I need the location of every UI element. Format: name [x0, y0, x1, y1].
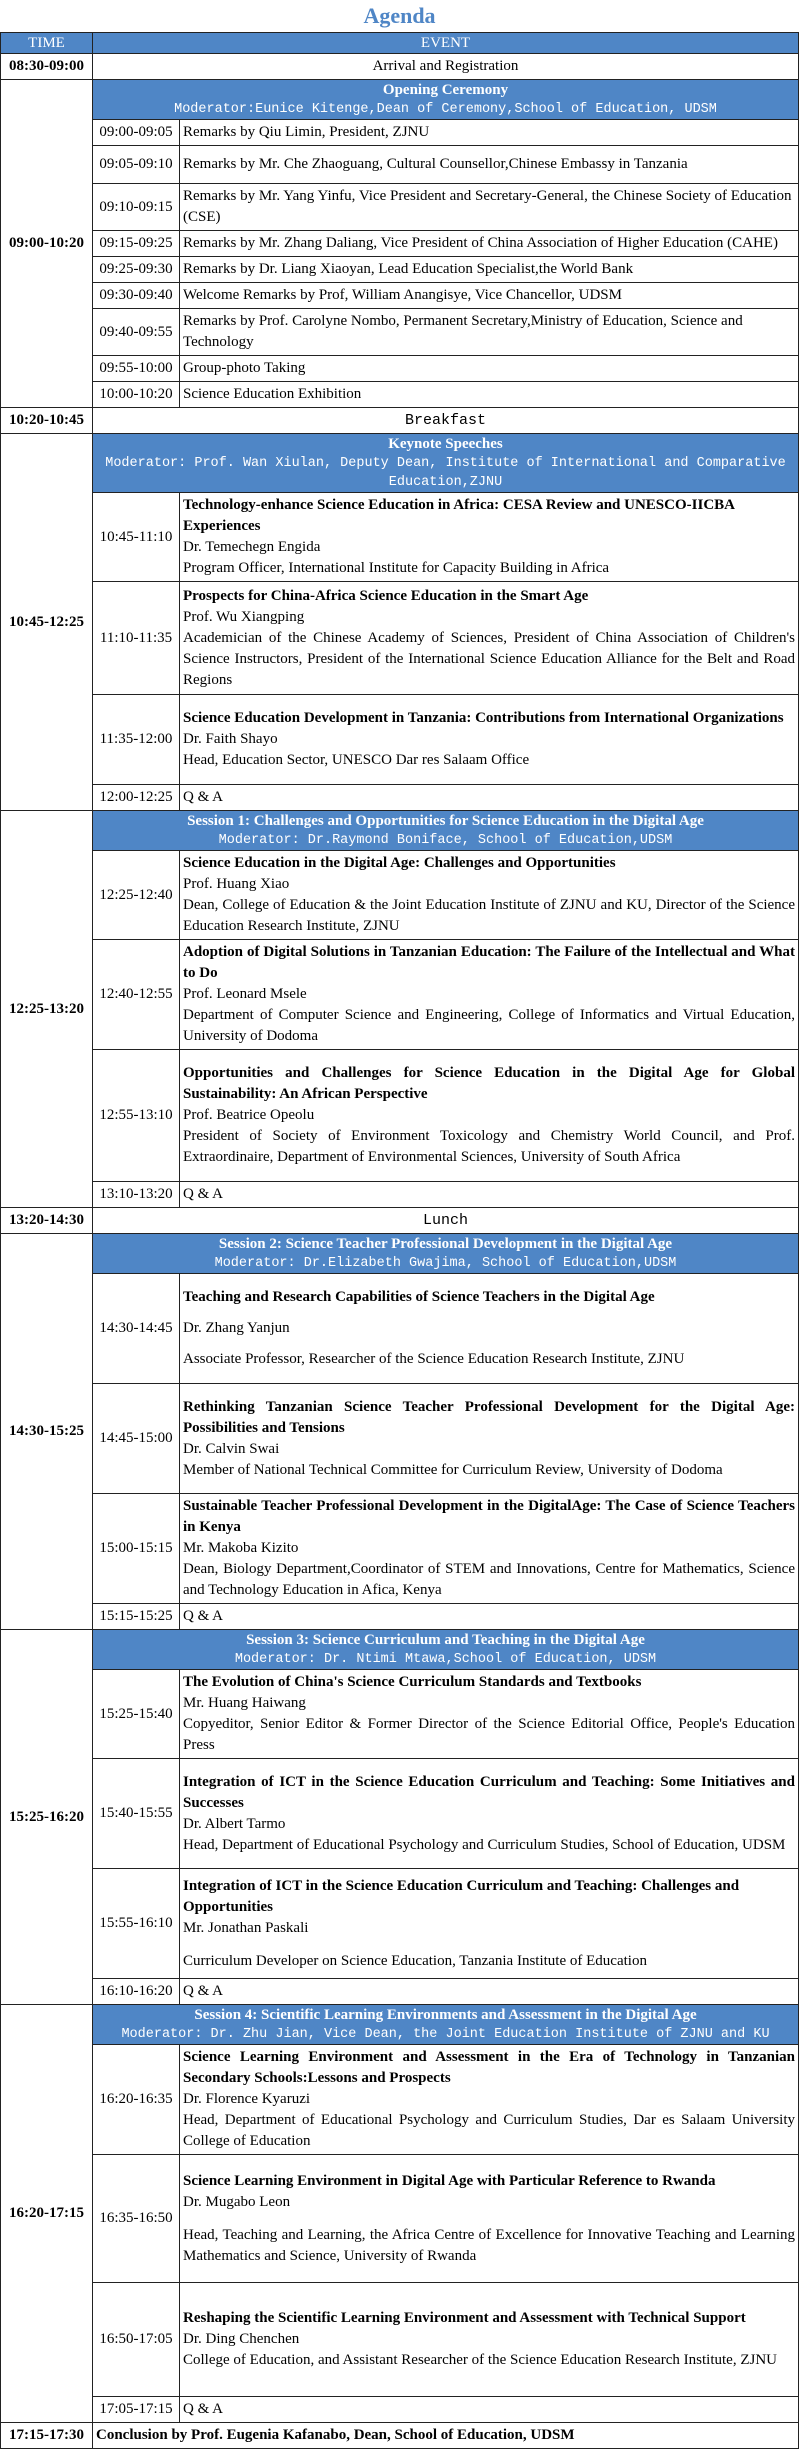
- keynote-title: Keynote Speeches: [388, 436, 503, 452]
- item-time: 09:10-09:15: [93, 184, 180, 231]
- talk-cell: [180, 940, 799, 1050]
- arrival-row: [1, 54, 799, 80]
- talk-cell: [180, 1759, 799, 1869]
- talk-affil: College of Education, and Assistant Researcher of the Science Education Research Institute, ZJNU: [183, 2352, 777, 2368]
- table-header: [1, 33, 799, 54]
- talk-affil: Curriculum Developer on Science Education, Tanzania Institute of Education: [183, 1952, 647, 1969]
- talk-cell: [180, 695, 799, 785]
- talk-speaker: Dr. Mugabo Leon: [183, 2193, 291, 2210]
- talk-affil: Dean, College of Education & the Joint Education Institute of ZJNU and KU, Director of the Science Education Research Institute, ZJNU: [183, 897, 795, 934]
- talk-affil: Program Officer, International Institute for Capacity Building in Africa: [183, 560, 610, 576]
- talk-speaker: Mr. Makoba Kizito: [183, 1540, 299, 1556]
- talk-time: 11:35-12:00: [93, 695, 180, 785]
- talk-time: 16:20-16:35: [93, 2045, 180, 2155]
- talk-time: 12:25-12:40: [93, 851, 180, 940]
- agenda-table: [0, 32, 799, 2449]
- item-time: 09:00-09:05: [93, 120, 180, 146]
- table-row: [1, 146, 799, 184]
- talk-title: Technology-enhance Science Education in Africa: CESA Review and UNESCO-IICBA Experiences: [183, 497, 735, 534]
- qa-time: 16:10-16:20: [93, 1979, 180, 2005]
- table-row: [1, 1604, 799, 1630]
- table-row: [1, 120, 799, 146]
- session4-block-time: 16:20-17:15: [1, 2005, 93, 2423]
- session2-moderator: Moderator: Dr.Elizabeth Gwajima, School of Education,UDSM: [214, 1256, 677, 1271]
- table-row: [1, 1384, 799, 1494]
- table-row: [1, 785, 799, 811]
- session2-block-time: 14:30-15:25: [1, 1234, 93, 1630]
- talk-time: 15:25-15:40: [93, 1670, 180, 1759]
- opening-header-row: [1, 80, 799, 120]
- talk-time: 12:55-13:10: [93, 1050, 180, 1182]
- item-time: 09:40-09:55: [93, 309, 180, 356]
- talk-cell: [180, 493, 799, 582]
- arrival-event: Arrival and Registration: [93, 54, 799, 80]
- talk-time: 14:45-15:00: [93, 1384, 180, 1494]
- table-row: [1, 283, 799, 309]
- talk-title: Sustainable Teacher Professional Development in the DigitalAge: The Case of Science Teachers in Kenya: [183, 1498, 795, 1535]
- talk-title: Science Learning Environment in Digital Age with Particular Reference to Rwanda: [183, 2172, 716, 2189]
- session3-header-row: [1, 1630, 799, 1670]
- item-text: Remarks by Mr. Che Zhaoguang, Cultural Counsellor,Chinese Embassy in Tanzania: [180, 146, 799, 184]
- event-header: EVENT: [93, 33, 799, 54]
- opening-moderator: Moderator:Eunice Kitenge,Dean of Ceremony,School of Education, UDSM: [174, 102, 717, 117]
- talk-affil: Head, Department of Educational Psychology and Curriculum Studies, Dar es Salaam University College of Education: [183, 2112, 795, 2149]
- talk-title: Integration of ICT in the Science Education Curriculum and Teaching: Some Initiatives and Successes: [183, 1773, 795, 1811]
- session1-block-time: 12:25-13:20: [1, 811, 93, 1208]
- table-row: [1, 257, 799, 283]
- qa-text: Q & A: [180, 785, 799, 811]
- talk-title: Opportunities and Challenges for Science Education in the Digital Age for Global Sustainability: An African Perspective: [183, 1065, 795, 1102]
- breakfast-row: [1, 408, 799, 434]
- talk-title: Science Learning Environment and Assessment in the Era of Technology in Tanzanian Secondary Schools:Lessons and Prospects: [183, 2049, 795, 2086]
- table-row: [1, 2155, 799, 2283]
- table-row: [1, 851, 799, 940]
- item-text: Remarks by Qiu Limin, President, ZJNU: [180, 120, 799, 146]
- lunch-time: 13:20-14:30: [1, 1208, 93, 1234]
- item-time: 09:25-09:30: [93, 257, 180, 283]
- table-row: [1, 1274, 799, 1384]
- item-text: Remarks by Prof. Carolyne Nombo, Permanent Secretary,Ministry of Education, Science and Technology: [180, 309, 799, 356]
- talk-speaker: Dr. Temechegn Engida: [183, 539, 321, 555]
- talk-speaker: Prof. Beatrice Opeolu: [183, 1107, 315, 1123]
- talk-cell: [180, 851, 799, 940]
- talk-speaker: Mr. Huang Haiwang: [183, 1695, 306, 1711]
- table-row: [1, 2397, 799, 2423]
- talk-title: Reshaping the Scientific Learning Environment and Assessment with Technical Support: [183, 2310, 746, 2326]
- table-row: [1, 1979, 799, 2005]
- conclusion-time: 17:15-17:30: [1, 2423, 93, 2449]
- item-time: 09:05-09:10: [93, 146, 180, 184]
- session3-block-time: 15:25-16:20: [1, 1630, 93, 2005]
- table-row: [1, 1050, 799, 1182]
- talk-cell: [180, 1274, 799, 1384]
- talk-title: Science Education Development in Tanzania: Contributions from International Organizations: [183, 710, 784, 726]
- session1-header: [93, 811, 799, 851]
- agenda-title: Agenda: [363, 3, 436, 28]
- talk-speaker: Dr. Calvin Swai: [183, 1440, 280, 1457]
- talk-time: 10:45-11:10: [93, 493, 180, 582]
- talk-cell: [180, 2283, 799, 2397]
- talk-cell: [180, 1869, 799, 1979]
- talk-time: 15:40-15:55: [93, 1759, 180, 1869]
- session1-header-row: [1, 811, 799, 851]
- item-text: Remarks by Mr. Zhang Daliang, Vice President of China Association of Higher Education (CAHE): [180, 231, 799, 257]
- table-row: [1, 231, 799, 257]
- session3-header: [93, 1630, 799, 1670]
- conclusion-event: Conclusion by Prof. Eugenia Kafanabo, Dean, School of Education, UDSM: [93, 2423, 799, 2449]
- talk-affil: Copyeditor, Senior Editor & Former Director of the Science Editorial Office, People's Education Press: [183, 1716, 795, 1753]
- table-row: [1, 382, 799, 408]
- conclusion-row: [1, 2423, 799, 2449]
- opening-title: Opening Ceremony: [382, 82, 509, 98]
- breakfast-event: Breakfast: [93, 408, 799, 434]
- qa-text: Q & A: [180, 1979, 799, 2005]
- qa-time: 17:05-17:15: [93, 2397, 180, 2423]
- item-time: 10:00-10:20: [93, 382, 180, 408]
- session1-title: Session 1: Challenges and Opportunities for Science Education in the Digital Age: [187, 813, 704, 829]
- talk-speaker: Dr. Florence Kyaruzi: [183, 2091, 311, 2107]
- talk-affil: President of Society of Environment Toxicology and Chemistry World Council, and Prof. Extraordinaire, Department of Environmental Sciences, University of South Africa: [183, 1128, 795, 1165]
- talk-speaker: Prof. Huang Xiao: [183, 876, 290, 892]
- talk-time: 15:55-16:10: [93, 1869, 180, 1979]
- table-row: [1, 1869, 799, 1979]
- session2-header: [93, 1234, 799, 1274]
- talk-affil: Head, Department of Educational Psychology and Curriculum Studies, School of Education, UDSM: [183, 1836, 786, 1853]
- talk-cell: [180, 1384, 799, 1494]
- talk-cell: [180, 1050, 799, 1182]
- table-row: [1, 940, 799, 1050]
- talk-title: Rethinking Tanzanian Science Teacher Professional Development for the Digital Age: Possibilities and Tensions: [183, 1398, 795, 1436]
- table-row: [1, 184, 799, 231]
- table-row: [1, 493, 799, 582]
- talk-cell: [180, 1494, 799, 1604]
- talk-affil: Associate Professor, Researcher of the Science Education Research Institute, ZJNU: [183, 1351, 685, 1367]
- talk-affil: Member of National Technical Committee for Curriculum Review, University of Dodoma: [183, 1461, 723, 1478]
- talk-title: Teaching and Research Capabilities of Science Teachers in the Digital Age: [183, 1289, 655, 1305]
- table-row: [1, 2045, 799, 2155]
- item-text: Group-photo Taking: [180, 356, 799, 382]
- opening-block-time: 09:00-10:20: [1, 80, 93, 408]
- talk-speaker: Dr. Albert Tarmo: [183, 1815, 286, 1832]
- session1-moderator: Moderator: Dr.Raymond Boniface, School of Education,UDSM: [218, 833, 673, 848]
- talk-cell: [180, 582, 799, 695]
- lunch-event: Lunch: [93, 1208, 799, 1234]
- talk-time: 16:35-16:50: [93, 2155, 180, 2283]
- table-row: [1, 1670, 799, 1759]
- talk-speaker: Prof. Wu Xiangping: [183, 608, 305, 625]
- qa-time: 15:15-15:25: [93, 1604, 180, 1630]
- table-row: [1, 1759, 799, 1869]
- arrival-time: 08:30-09:00: [1, 54, 93, 80]
- item-time: 09:15-09:25: [93, 231, 180, 257]
- table-row: [1, 356, 799, 382]
- talk-cell: [180, 2155, 799, 2283]
- talk-speaker: Prof. Leonard Msele: [183, 986, 307, 1002]
- talk-affil: Department of Computer Science and Engineering, College of Informatics and Virtual Education, University of Dodoma: [183, 1007, 795, 1044]
- session3-moderator: Moderator: Dr. Ntimi Mtawa,School of Education, UDSM: [234, 1652, 657, 1667]
- session2-header-row: [1, 1234, 799, 1274]
- session2-title: Session 2: Science Teacher Professional Development in the Digital Age: [218, 1236, 673, 1252]
- talk-speaker: Dr. Faith Shayo: [183, 731, 278, 747]
- item-text: Science Education Exhibition: [180, 382, 799, 408]
- talk-cell: [180, 1670, 799, 1759]
- qa-time: 12:00-12:25: [93, 785, 180, 811]
- item-text: Remarks by Dr. Liang Xiaoyan, Lead Education Specialist,the World Bank: [180, 257, 799, 283]
- talk-time: 16:50-17:05: [93, 2283, 180, 2397]
- talk-speaker: Dr. Zhang Yanjun: [183, 1320, 290, 1336]
- talk-title: Integration of ICT in the Science Education Curriculum and Teaching: Challenges and Opportunities: [183, 1877, 740, 1915]
- qa-text: Q & A: [180, 1604, 799, 1630]
- opening-session-header: [93, 80, 799, 120]
- talk-time: 11:10-11:35: [93, 582, 180, 695]
- qa-text: Q & A: [180, 2397, 799, 2423]
- item-time: 09:30-09:40: [93, 283, 180, 309]
- talk-time: 12:40-12:55: [93, 940, 180, 1050]
- table-row: [1, 582, 799, 695]
- talk-title: Science Education in the Digital Age: Challenges and Opportunities: [183, 855, 616, 871]
- talk-cell: [180, 2045, 799, 2155]
- item-text: Remarks by Mr. Yang Yinfu, Vice President and Secretary-General, the Chinese Society of Education (CSE): [180, 184, 799, 231]
- talk-speaker: Dr. Ding Chenchen: [183, 2331, 300, 2347]
- item-text: Welcome Remarks by Prof, William Anangisye, Vice Chancellor, UDSM: [180, 283, 799, 309]
- lunch-row: [1, 1208, 799, 1234]
- table-row: [1, 2283, 799, 2397]
- breakfast-time: 10:20-10:45: [1, 408, 93, 434]
- keynote-session-header: [93, 434, 799, 493]
- talk-affil: Dean, Biology Department,Coordinator of STEM and Innovations, Centre for Mathematics, Science and Technology Education in Afica, Kenya: [183, 1561, 795, 1598]
- talk-time: 14:30-14:45: [93, 1274, 180, 1384]
- talk-affil: Academician of the Chinese Academy of Sciences, President of China Association of Children's Science Instructors, President of the International Science Education Alliance for the Belt and Road Regions: [183, 629, 795, 688]
- talk-affil: Head, Teaching and Learning, the Africa Centre of Excellence for Innovative Teaching and Learning Mathematics and Science, University of Rwanda: [183, 2226, 795, 2264]
- talk-speaker: Mr. Jonathan Paskali: [183, 1919, 309, 1936]
- session3-title: Session 3: Science Curriculum and Teaching in the Digital Age: [246, 1632, 645, 1648]
- keynote-moderator: Moderator: Prof. Wan Xiulan, Deputy Dean, Institute of International and Comparative Education,ZJNU: [105, 456, 786, 490]
- session4-header-row: [1, 2005, 799, 2045]
- qa-text: Q & A: [180, 1182, 799, 1208]
- talk-title: Prospects for China-Africa Science Education in the Smart Age: [183, 587, 589, 604]
- time-header: TIME: [1, 33, 93, 54]
- talk-time: 15:00-15:15: [93, 1494, 180, 1604]
- talk-title: Adoption of Digital Solutions in Tanzanian Education: The Failure of the Intellectual and What to Do: [183, 944, 795, 981]
- session4-header: [93, 2005, 799, 2045]
- table-row: [1, 1494, 799, 1604]
- item-time: 09:55-10:00: [93, 356, 180, 382]
- session4-title: Session 4: Scientific Learning Environments and Assessment in the Digital Age: [194, 2007, 697, 2023]
- talk-title: The Evolution of China's Science Curriculum Standards and Textbooks: [183, 1674, 642, 1690]
- talk-affil: Head, Education Sector, UNESCO Dar res Salaam Office: [183, 752, 530, 768]
- keynote-block-time: 10:45-12:25: [1, 434, 93, 811]
- qa-time: 13:10-13:20: [93, 1182, 180, 1208]
- keynote-header-row: [1, 434, 799, 493]
- session4-moderator: Moderator: Dr. Zhu Jian, Vice Dean, the Joint Education Institute of ZJNU and KU: [121, 2027, 770, 2042]
- table-row: [1, 695, 799, 785]
- table-row: [1, 309, 799, 356]
- table-row: [1, 1182, 799, 1208]
